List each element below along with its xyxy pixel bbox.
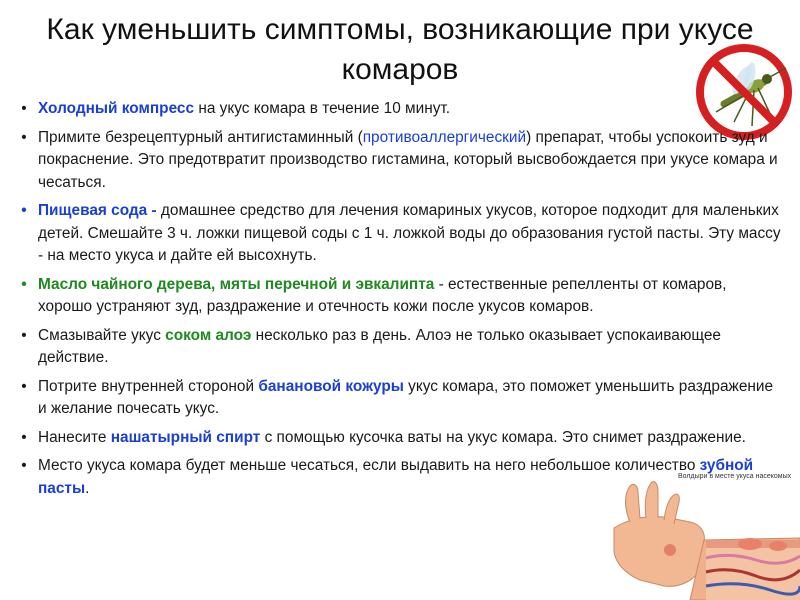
highlighted-remedy: Холодный компресс [38,100,195,117]
highlighted-remedy: Масло чайного дерева, мяты перечной и эвкалипта [38,275,435,293]
bullet-text: ) препарат, чтобы успокоить зуд и покраснение. Это предотвратит производство гистамина, который высвобождается при укусе комара и чесаться. [38,128,778,191]
bullet-text: - естественные репелленты от комаров, хорошо устраняют зуд, раздражение и отечность кожи после укусов комаров. [38,275,727,315]
list-item [12,376,782,421]
list-item [12,274,782,319]
highlighted-remedy: банановой кожуры [258,377,404,395]
bullet-marker: • [21,100,27,117]
bullet-text: Нанесите [38,428,111,446]
bullet-text: укус комара, это поможет уменьшить раздражение и желание почесать укус. [38,377,774,417]
list-item [12,325,782,370]
highlighted-remedy: Пищевая сода [38,202,148,219]
bullet-marker: • [21,326,27,344]
bullet-text: несколько раз в день. Алоэ не только оказывает успокаивающее действие. [38,326,721,366]
bullet-text: Место укуса комара будет меньше чесаться, если выдавить на него небольшое количество [38,457,700,474]
highlighted-remedy: соком алоэ [165,326,252,344]
highlighted-remedy: противоаллергический [362,128,527,146]
bullet-marker: • [21,128,27,146]
remedies-list [12,98,782,506]
list-item [12,127,782,195]
list-item [12,427,782,450]
illustration-caption: Волдыри в месте укуса насекомых [678,473,792,480]
list-item [12,98,782,121]
bullet-text: с помощью кусочка ваты на укус комара. Это снимет раздражение. [260,428,746,446]
bullet-marker: • [21,377,27,395]
page-title: Как уменьшить симптомы, возникающие при укусе комаров [46,13,754,86]
bullet-text: Смазывайте укус [38,326,166,344]
highlighted-remedy: - [147,202,157,219]
bullet-text: Примите безрецептурный антигистаминный ( [38,128,363,146]
bullet-text: на укус комара в течение 10 минут. [194,100,451,117]
bullet-marker: • [21,202,27,219]
highlighted-remedy: зубной пасты [38,457,754,497]
bullet-marker: • [21,428,27,446]
list-item [12,200,782,268]
bullet-text: . [85,479,90,497]
hand-bite-illustration [610,468,800,600]
bullet-marker: • [21,275,27,293]
bullet-text: Потрите внутренней стороной [38,377,259,395]
highlighted-remedy: нашатырный спирт [110,428,261,446]
bullet-text: домашнее средство для лечения комариных укусов, которое подходит для маленьких детей. Смешайте 3 ч. ложки пищевой соды с 1 ч. ложкой воды до образования густой пасты. Эту массу - на место укуса и дайте ей высохнуть. [38,202,781,264]
bullet-marker: • [21,457,27,474]
